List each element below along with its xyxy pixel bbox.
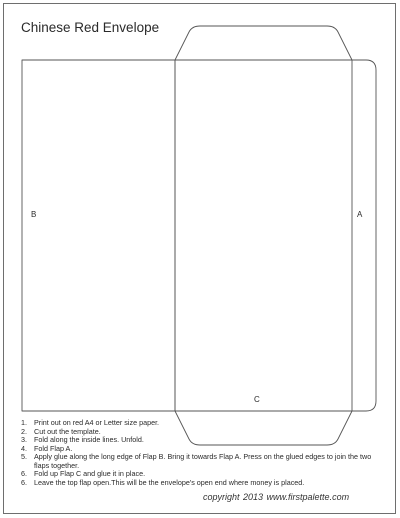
instruction-number: 6. [21, 469, 27, 478]
instruction-number: 4. [21, 443, 27, 453]
envelope-body-outline [175, 26, 376, 445]
instruction-text: Print out on red A4 or Letter size paper. [34, 418, 160, 427]
instruction-number: 6. [21, 477, 27, 487]
instruction-number: 2. [21, 426, 27, 436]
instruction-text: Fold Flap A. [34, 443, 73, 453]
instructions-list [21, 419, 381, 487]
instruction-item [21, 453, 381, 470]
instruction-number: 1. [21, 418, 27, 427]
instruction-text: Fold up Flap C and glue it in place. [34, 469, 146, 478]
instruction-item [21, 436, 381, 445]
instruction-text: Cut out the template. [34, 426, 101, 436]
copyright-notice: copyright 2013 www.firstpalette.com [203, 492, 350, 502]
instruction-number: 5. [21, 452, 27, 461]
instruction-text: Fold along the inside lines. Unfold. [34, 435, 144, 444]
flap-b-outline [22, 60, 175, 411]
flap-a-label: A [357, 210, 363, 219]
flap-c-label: C [254, 395, 260, 404]
instruction-text: Apply glue along the long edge of Flap B. Bring it towards Flap A. Press on the glued edges to join the two flaps together. [34, 452, 372, 470]
page-title: Chinese Red Envelope [21, 20, 160, 35]
flap-b-label: B [31, 210, 37, 219]
instruction-text: Leave the top flap open.This will be the envelope's open end where money is placed. [34, 477, 305, 487]
instruction-number: 3. [21, 435, 27, 444]
instruction-item [21, 479, 381, 488]
